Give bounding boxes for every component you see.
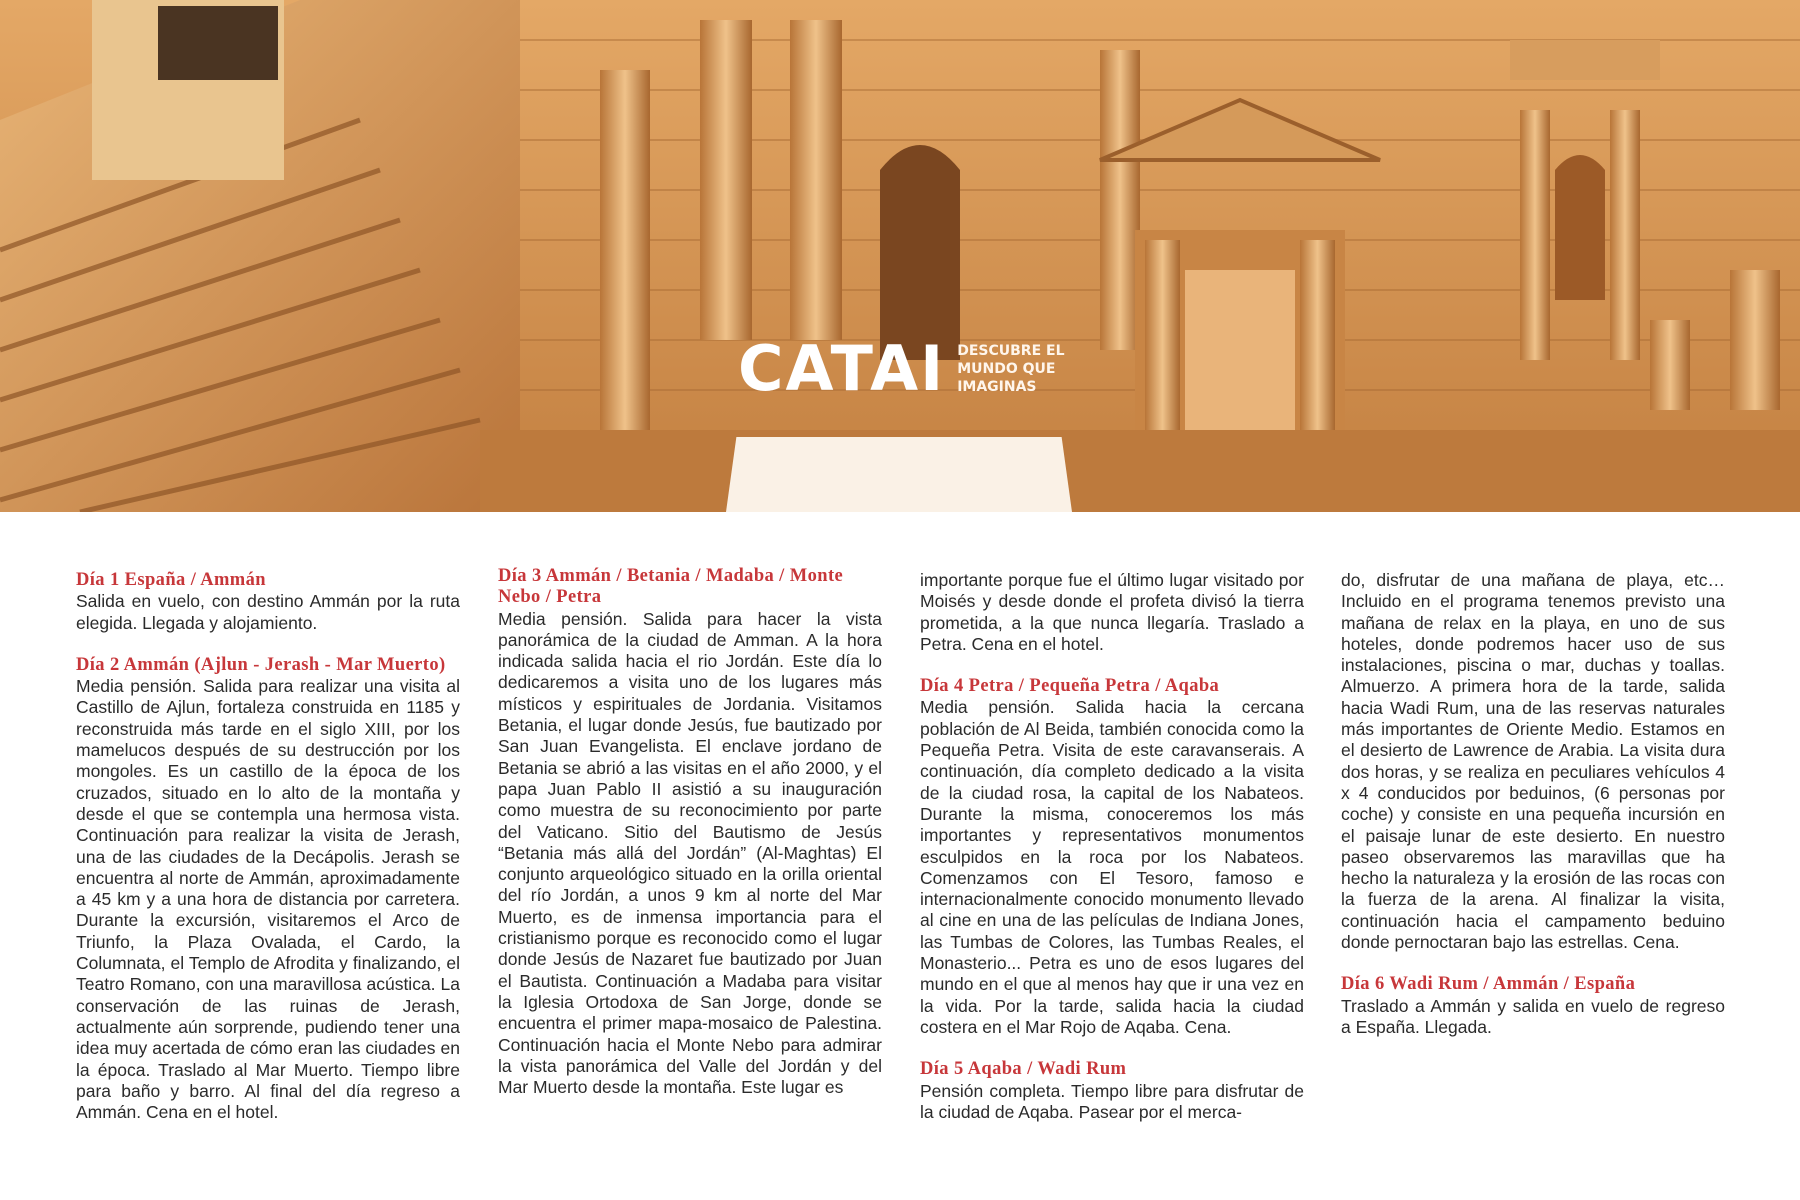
day-4-title: Día 4 Petra / Pequeña Petra / Aqaba — [920, 676, 1220, 697]
day-5-text: Pensión completa. Tiempo libre para disfrutar de la ciudad de Aqaba. Pasear por el merca- — [920, 1080, 1304, 1122]
day-3-text: Media pensión. Salida para hacer la vista panorámica de la ciudad de Amman. A la hora indicada salida hacia el rio Jordán. Este día lo dedicaremos a visita uno de los lugares más místicos y espirituales de Jordania. Visitamos Betania, el lugar donde Jesús, fue bautizado por San Juan Evangelista. El enclave jordano de Betania se abrió a las visitas en el año 2000, y el papa Juan Pablo II asistió a su inauguración como muestra de su reconocimiento por parte del Vaticano. Sitio del Bautismo de Jesús “Betania más allá del Jordán” (Al-Maghtas) El conjunto arqueológico situado en la orilla oriental del río Jordán, a unos 9 km al norte del Mar Muerto, es de inmensa importancia para el cristianismo porque es reconocido como el lugar donde Jesús de Nazaret fue bautizado por Juan el Bautista. Continuación a Madaba para visitar la Iglesia Ortodoxa de San Jorge, donde se encuentra el primer mapa-mosaico de Palestina. Continuación hacia el Monte Nebo para admirar la vista panorámica del Valle del Jordán y del Mar Muerto desde la montaña. Este lugar es — [498, 608, 882, 1098]
hero-photo-jerash-theatre — [0, 0, 1800, 512]
itinerary-columns — [76, 566, 1726, 1170]
day-2-title: Día 2 Ammán (Ajlun - Jerash - Mar Muerto) — [76, 654, 446, 675]
hero-tab-decoration — [726, 437, 1072, 512]
column-2 — [498, 566, 882, 1119]
day-5-title: Día 5 Aqaba / Wadi Rum — [920, 1059, 1127, 1080]
day-3-title: Día 3 Ammán / Betania / Madaba / Monte Nebo / Petra — [498, 566, 844, 608]
day-1-text: Salida en vuelo, con destino Ammán por la ruta elegida. Llegada y alojamiento. — [76, 591, 460, 633]
column-4 — [1341, 570, 1725, 1059]
logo-wordmark: CATAI — [738, 332, 946, 405]
day-6-title: Día 6 Wadi Rum / Ammán / España — [1341, 974, 1636, 995]
day-3-text-continued: importante porque fue el último lugar visitado por Moisés y desde donde el profeta divisó la tierra prometida, a la que nunca llegaría. Traslado a Petra. Cena en el hotel. — [920, 570, 1304, 654]
catai-logo — [738, 332, 1087, 405]
day-4-text: Media pensión. Salida hacia la cercana población de Al Beida, también conocida como la Pequeña Petra. Visita de este caravanserais. A continuación, día completo dedicado a la visita de la ciudad rosa, la capital de los Nabateos. Durante la misma, conoceremos los más importantes y representativos monumentos esculpidos en la roca por los Nabateos. Comenzamos con El Tesoro, famoso e internacionalmente conocido monumento llevado al cine en una de las películas de Indiana Jones, las Tumbas de Colores, las Tumbas Reales, el Monasterio... Petra es uno de esos lugares del mundo en el que al menos hay que ir una vez en la vida. Por la tarde, salida hacia la ciudad costera en el Mar Rojo de Aqaba. Cena. — [920, 697, 1304, 1037]
day-5-text-continued: do, disfrutar de una mañana de playa, etc… Incluido en el programa tenemos previsto una mañana de relax en la playa, en uno de sus hoteles, donde podremos hacer uso de sus instalaciones, piscina o mar, duchas y toallas. Almuerzo. A primera hora de la tarde, salida hacia Wadi Rum, una de las reservas naturales más importantes de Oriente Medio. Estamos en el desierto de Lawrence de Arabia. La visita dura dos horas, y se realiza en peculiares vehículos 4 x 4 conducidos por beduinos, (6 personas por coche) y consiste en una pequeña incursión en el paisaje lunar de este desierto. En nuestro paseo observaremos las maravillas que ha hecho la naturaleza y la erosión de las rocas con la fuerza de la arena. Al finalizar la visita, continuación hacia el campamento beduino donde pernoctaran bajo las estrellas. Cena. — [1341, 570, 1725, 953]
day-6-text: Traslado a Ammán y salida en vuelo de regreso a España. Llegada. — [1341, 995, 1725, 1037]
day-2-text: Media pensión. Salida para realizar una visita al Castillo de Ajlun, fortaleza construida en 1185 y reconstruida más tarde en el siglo XIII, por los mamelucos después de su destrucción por los mongoles. Es un castillo de la época de los cruzados, situado en lo alto de la montaña y desde el que se contempla una hermosa vista. Continuación para realizar la visita de Jerash, una de las ciudades de la Decápolis. Jerash se encuentra al norte de Ammán, aproximadamente a 45 km y a una hora de distancia por carretera. Durante la excursión, visitaremos el Arco de Triunfo, la Plaza Ovalada, el Cardo, la Columnata, el Templo de Afrodita y finalizando, el Teatro Romano, con una maravillosa acústica. La conservación de las ruinas de Jerash, actualmente aún sorprende, pudiendo tener una idea muy acertada de cómo eran las ciudades en la época. Traslado al Mar Muerto. Tiempo libre para baño y barro. Al final del día regreso a Ammán. Cena en el hotel. — [76, 676, 460, 1123]
column-1 — [76, 570, 460, 1144]
day-1-title: Día 1 España / Ammán — [76, 570, 266, 590]
ruins-illustration — [0, 0, 1800, 512]
logo-tagline: DESCUBRE EL MUNDO QUE IMAGINAS — [957, 343, 1065, 395]
column-3 — [920, 570, 1304, 1144]
